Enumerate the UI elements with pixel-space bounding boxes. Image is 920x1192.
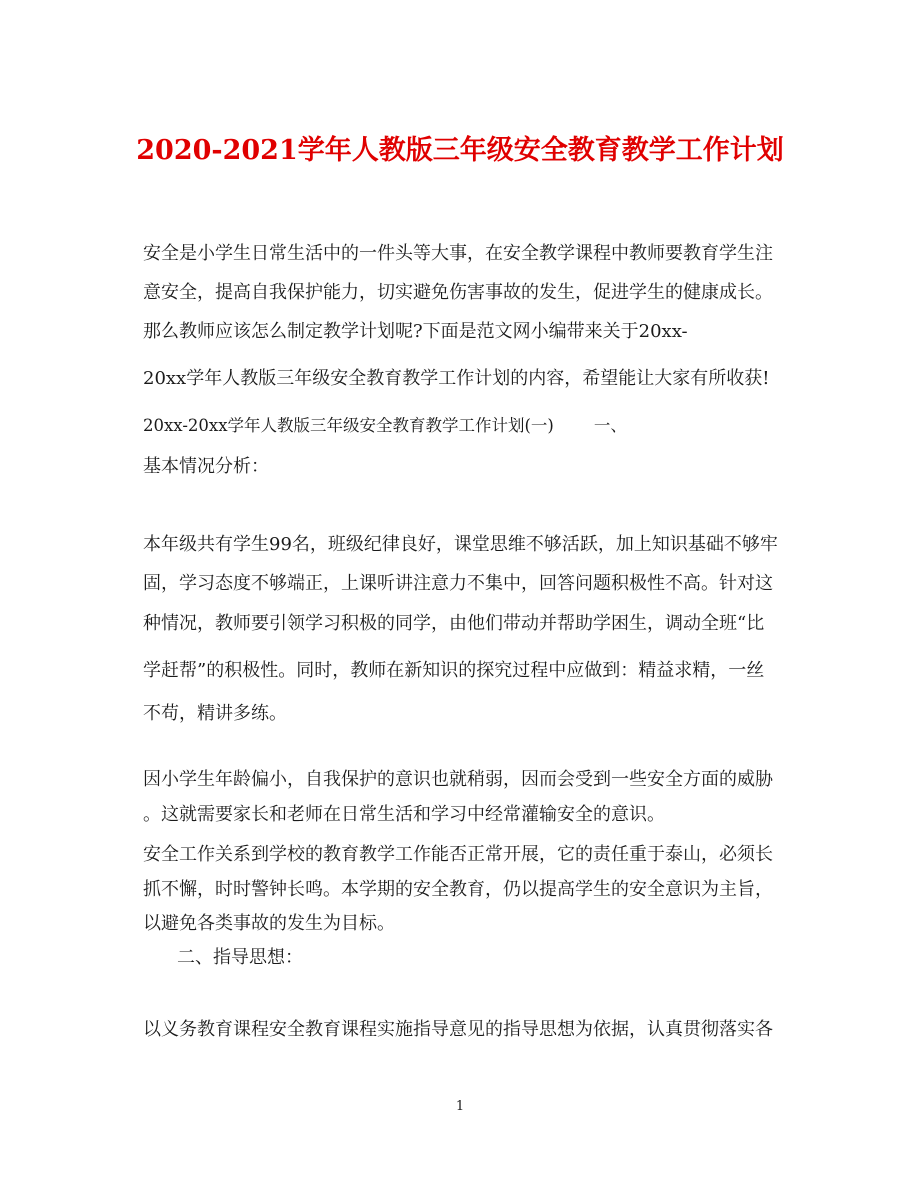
section-number: 一、 — [593, 416, 627, 435]
text-line: 那么教师应该怎么制定教学计划呢?下面是范文网小编带来关于20xx- — [143, 321, 688, 342]
text-line: 安全工作关系到学校的教育教学工作能否正常开展，它的责任重于泰山，必须长 — [143, 844, 773, 865]
text-line: 种情况，教师要引领学习积极的同学，由他们带动并帮助学困生，调动全班“比 — [143, 613, 765, 634]
text-line: 因小学生年龄偏小，自我保护的意识也就稍弱，因而会受到一些安全方面的威胁 — [143, 769, 773, 790]
text-line: 20xx学年人教版三年级安全教育教学工作计划的内容，希望能让大家有所收获! — [143, 368, 770, 389]
document-title: 2020-2021学年人教版三年级安全教育教学工作计划 — [136, 135, 784, 166]
text-line: 固，学习态度不够端正，上课听讲注意力不集中，回答问题积极性不高。针对这 — [143, 573, 773, 594]
text-line: 以避免各类事故的发生为目标。 — [143, 913, 395, 934]
text-line: 抓不懈，时时警钟长鸣。本学期的安全教育，仍以提高学生的安全意识为主旨， — [143, 879, 773, 900]
section-heading: 基本情况分析： — [143, 456, 269, 477]
text-line: 本年级共有学生99名，班级纪律良好，课堂思维不够活跃，加上知识基础不够牢 — [143, 534, 778, 555]
plan-subtitle: 20xx-20xx学年人教版三年级安全教育教学工作计划(一) — [143, 416, 554, 435]
text-line: 不苟，精讲多练。 — [143, 703, 287, 724]
text-line: 安全是小学生日常生活中的一件头等大事，在安全教学课程中教师要教育学生注 — [143, 243, 773, 264]
text-line: 学赶帮”的积极性。同时，教师在新知识的探究过程中应做到：精益求精，一丝 — [143, 660, 765, 681]
page-number: 1 — [455, 1099, 465, 1114]
section-heading: 二、指导思想： — [177, 947, 303, 968]
text-line: 以义务教育课程安全教育课程实施指导意见的指导思想为依据，认真贯彻落实各 — [143, 1019, 773, 1040]
section-heading-line — [143, 414, 627, 438]
text-line: 。这就需要家长和老师在日常生活和学习中经常灌输安全的意识。 — [143, 804, 665, 825]
text-line: 意安全，提高自我保护能力，切实避免伤害事故的发生，促进学生的健康成长。 — [143, 282, 773, 303]
